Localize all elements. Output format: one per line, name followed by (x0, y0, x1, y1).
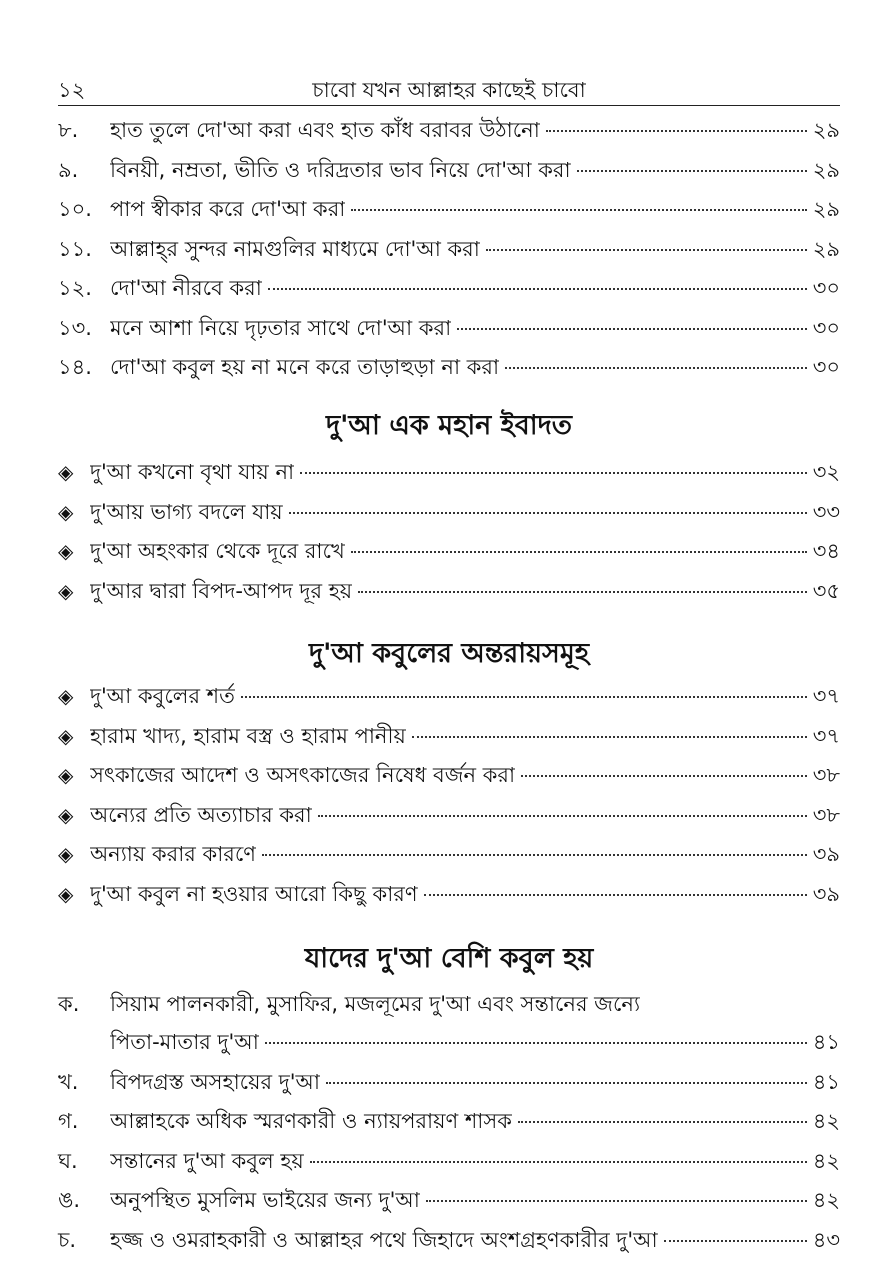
header-rule (58, 105, 840, 106)
entry-page: ৪১ (813, 1066, 840, 1101)
toc-entry[interactable] (58, 114, 840, 154)
toc-list-4 (58, 988, 840, 1263)
toc-entry[interactable] (58, 680, 840, 720)
entry-title-line2: পিতা-মাতার দু'আ (110, 1026, 259, 1061)
entry-title: সৎকাজের আদেশ ও অসৎকাজের নিষেধ বর্জন করা (90, 759, 515, 794)
entry-number: ঘ. (58, 1145, 110, 1180)
toc-entry[interactable] (58, 1224, 840, 1263)
entry-page: ৩০ (813, 312, 840, 347)
toc-entry[interactable] (58, 312, 840, 352)
toc-entry[interactable] (58, 496, 840, 536)
entry-page: ৩৮ (813, 759, 840, 794)
entry-page: ৪২ (813, 1184, 840, 1219)
dot-leader (262, 854, 807, 856)
dot-leader (546, 130, 807, 132)
dot-leader (426, 1200, 807, 1202)
entry-number: ৯. (58, 154, 110, 189)
entry-page: ২৯ (813, 154, 840, 189)
entry-title: হজ্জ ও ওমরাহকারী ও আল্লাহর পথে জিহাদে অংশগ্রহণকারীর দু'আ (110, 1224, 658, 1259)
dot-leader (424, 894, 807, 896)
section-heading: দু'আ কবুলের অন্তরায়সমূহ (58, 633, 840, 678)
entry-page: ২৯ (813, 193, 840, 228)
section-heading: দু'আ এক মহান ইবাদত (58, 405, 840, 450)
diamond-bullet-icon: ◈ (58, 724, 90, 748)
entry-page: ২৯ (813, 233, 840, 268)
toc-entry[interactable] (58, 351, 840, 391)
entry-page: ৩০ (813, 272, 840, 307)
toc-entry[interactable] (58, 154, 840, 194)
section-heading: যাদের দু'আ বেশি কবুল হয় (58, 938, 840, 983)
toc-entry[interactable] (58, 838, 840, 878)
entry-title: দু'আ কখনো বৃথা যায় না (90, 456, 294, 491)
entry-title: দো'আ নীরবে করা (110, 272, 262, 307)
entry-title: অন্যের প্রতি অত্যাচার করা (90, 799, 312, 834)
page-number: ১২ (58, 74, 85, 109)
toc-entry[interactable] (58, 799, 840, 839)
dot-leader (351, 551, 807, 553)
toc-entry[interactable] (58, 759, 840, 799)
entry-number: ক. (58, 988, 110, 1023)
diamond-bullet-icon: ◈ (58, 763, 90, 787)
diamond-bullet-icon: ◈ (58, 803, 90, 827)
dot-leader (412, 736, 807, 738)
dot-leader (577, 170, 807, 172)
toc-entry[interactable] (58, 233, 840, 273)
toc-list-1 (58, 114, 840, 391)
dot-leader (241, 696, 807, 698)
entry-page: ৩৭ (813, 720, 840, 755)
entry-number: ১৪. (58, 351, 110, 386)
entry-title: আল্লাহ্‌র সুন্দর নামগুলির মাধ্যমে দো'আ করা (110, 233, 480, 268)
entry-number: ১০. (58, 193, 110, 228)
entry-title: বিপদগ্রস্ত অসহায়ের দু'আ (110, 1066, 320, 1101)
diamond-bullet-icon: ◈ (58, 882, 90, 906)
entry-title: দু'আ কবুল না হওয়ার আরো কিছু কারণ (90, 878, 418, 913)
toc-list-3 (58, 680, 840, 917)
entry-title: অনুপস্থিত মুসলিম ভাইয়ের জন্য দু'আ (110, 1184, 420, 1219)
toc-entry[interactable] (58, 1145, 840, 1185)
toc-list-2 (58, 456, 840, 614)
dot-leader (268, 288, 807, 290)
entry-title: দু'আ কবুলের শর্ত (90, 680, 235, 715)
entry-title: মনে আশা নিয়ে দৃঢ়তার সাথে দো'আ করা (110, 312, 451, 347)
entry-title: আল্লাহকে অধিক স্মরণকারী ও ন্যায়পরায়ণ শাসক (110, 1105, 512, 1140)
toc-entry[interactable] (58, 575, 840, 615)
dot-leader (318, 815, 807, 817)
diamond-bullet-icon: ◈ (58, 579, 90, 603)
dot-leader (289, 512, 807, 514)
entry-number: গ. (58, 1105, 110, 1140)
entry-page: ৩৫ (813, 575, 840, 610)
entry-title: হাত তুলে দো'আ করা এবং হাত কাঁধ বরাবর উঠানো (110, 114, 540, 149)
diamond-bullet-icon: ◈ (58, 460, 90, 484)
entry-page: ৪৩ (813, 1224, 840, 1259)
entry-page: ২৯ (813, 114, 840, 149)
entry-page: ৪২ (813, 1145, 840, 1180)
entry-page: ৪২ (813, 1105, 840, 1140)
entry-page: ৩৮ (813, 799, 840, 834)
entry-page: ৩৪ (813, 535, 840, 570)
entry-title: দো'আ কবুল হয় না মনে করে তাড়াহুড়া না করা (110, 351, 499, 386)
entry-page: ৪১ (813, 1026, 840, 1061)
entry-number: ১২. (58, 272, 110, 307)
dot-leader (300, 472, 807, 474)
page-header (58, 72, 840, 106)
toc-entry[interactable] (58, 1066, 840, 1106)
toc-entry[interactable] (58, 193, 840, 233)
entry-page: ৩২ (813, 456, 840, 491)
dot-leader (521, 775, 807, 777)
entry-number: ঙ. (58, 1184, 110, 1219)
dot-leader (486, 249, 807, 251)
toc-entry[interactable] (58, 272, 840, 312)
entry-title: দু'আ অহংকার থেকে দূরে রাখে (90, 535, 345, 570)
diamond-bullet-icon: ◈ (58, 539, 90, 563)
entry-page: ৩৯ (813, 838, 840, 873)
dot-leader (326, 1082, 807, 1084)
diamond-bullet-icon: ◈ (58, 500, 90, 524)
entry-page: ৩০ (813, 351, 840, 386)
dot-leader (457, 328, 807, 330)
dot-leader (664, 1240, 807, 1242)
entry-title: দু'আর দ্বারা বিপদ-আপদ দূর হয় (90, 575, 352, 610)
toc-entry[interactable] (58, 535, 840, 575)
entry-title: অন্যায় করার কারণে (90, 838, 256, 873)
toc-entry[interactable] (58, 720, 840, 760)
entry-number: ১১. (58, 233, 110, 268)
diamond-bullet-icon: ◈ (58, 842, 90, 866)
entry-title-line1: সিয়াম পালনকারী, মুসাফির, মজলূমের দু'আ এবং সন্তানের জন্যে (110, 988, 640, 1023)
entry-title: দু'আয় ভাগ্য বদলে যায় (90, 496, 283, 531)
diamond-bullet-icon: ◈ (58, 684, 90, 708)
toc-entry[interactable] (58, 988, 840, 1066)
entry-title: পাপ স্বীকার করে দো'আ করা (110, 193, 345, 228)
entry-title: হারাম খাদ্য, হারাম বস্ত্র ও হারাম পানীয় (90, 720, 406, 755)
entry-number: ৮. (58, 114, 110, 149)
dot-leader (265, 1042, 807, 1044)
entry-number: ১৩. (58, 312, 110, 347)
dot-leader (310, 1161, 807, 1163)
entry-page: ৩৯ (813, 878, 840, 913)
toc-entry[interactable] (58, 878, 840, 918)
dot-leader (351, 209, 806, 211)
dot-leader (505, 367, 807, 369)
toc-entry[interactable] (58, 1184, 840, 1224)
toc-entry[interactable] (58, 456, 840, 496)
entry-page: ৩৩ (813, 496, 840, 531)
dot-leader (518, 1121, 807, 1123)
entry-number: চ. (58, 1224, 110, 1259)
running-title: চাবো যখন আল্লাহর কাছেই চাবো (58, 74, 840, 109)
entry-title: সন্তানের দু'আ কবুল হয় (110, 1145, 304, 1180)
toc-entry[interactable] (58, 1105, 840, 1145)
entry-number: খ. (58, 1066, 110, 1101)
dot-leader (358, 591, 807, 593)
entry-page: ৩৭ (813, 680, 840, 715)
entry-title: বিনয়ী, নম্রতা, ভীতি ও দরিদ্রতার ভাব নিয়ে দো'আ করা (110, 154, 571, 189)
